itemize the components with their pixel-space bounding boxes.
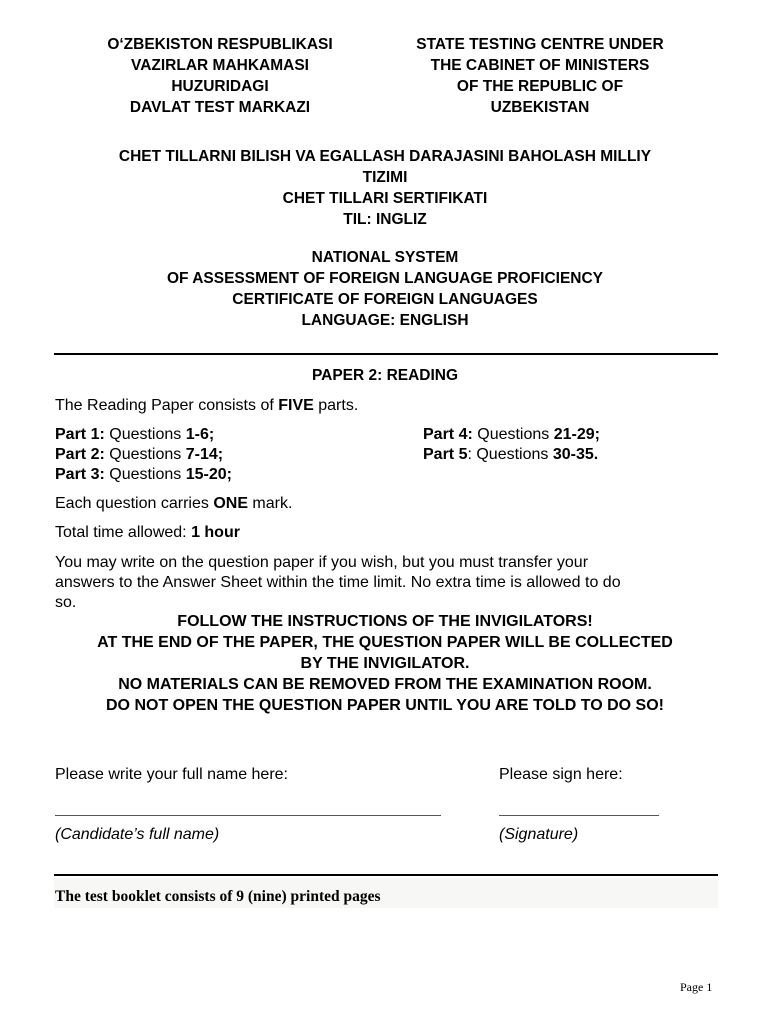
part-item — [423, 445, 723, 465]
part-label: Part 4: — [423, 426, 473, 443]
part-text: Questions — [104, 426, 186, 443]
english-title-line: CERTIFICATE OF FOREIGN LANGUAGES — [232, 291, 538, 308]
uzbek-title-line: CHET TILLARI SERTIFIKATI — [282, 190, 488, 207]
part-label: Part 1: — [55, 426, 105, 443]
part-range: 30-35. — [552, 446, 599, 463]
uzbek-title-line: TIZIMI — [362, 169, 408, 186]
warning-line: NO MATERIALS CAN BE REMOVED FROM THE EXAMINATION ROOM. — [118, 676, 652, 693]
name-caption: (Candidate’s full name) — [55, 826, 220, 843]
header-uzbek-line: HUZURIDAGI — [171, 78, 269, 95]
part-text: Questions — [472, 426, 554, 443]
intro-pre: The Reading Paper consists of — [55, 397, 279, 414]
part-range: 1-6; — [185, 426, 215, 443]
english-title-line: LANGUAGE: ENGLISH — [301, 312, 469, 329]
divider-bottom — [54, 874, 718, 876]
part-label: Part 3: — [55, 466, 105, 483]
intro-text — [55, 396, 715, 416]
header-english-line: OF THE REPUBLIC OF — [456, 78, 624, 95]
english-title — [50, 247, 720, 331]
header-uzbek-line: DAVLAT TEST MARKAZI — [129, 99, 311, 116]
uzbek-title — [50, 146, 720, 230]
time-pre: Total time allowed: — [55, 524, 192, 541]
header-english-line: THE CABINET OF MINISTERS — [430, 57, 650, 74]
header-uzbek-line: VAZIRLAR MAHKAMASI — [131, 57, 309, 74]
header-uzbek — [55, 34, 385, 118]
uzbek-title-line: CHET TILLARNI BILISH VA EGALLASH DARAJASINI BAHOLASH MILLIY — [118, 148, 652, 165]
transfer-line: so. — [55, 594, 77, 611]
english-title-line: OF ASSESSMENT OF FOREIGN LANGUAGE PROFICIENCY — [166, 270, 604, 287]
sign-prompt: Please sign here: — [499, 766, 623, 783]
paper-title: PAPER 2: READING — [311, 367, 459, 384]
booklet-note: The test booklet consists of 9 (nine) printed pages — [55, 888, 381, 905]
name-prompt: Please write your full name here: — [55, 766, 288, 783]
part-item — [55, 465, 385, 485]
warnings — [50, 611, 720, 716]
marks-pre: Each question carries — [55, 495, 214, 512]
part-range: 21-29; — [553, 426, 600, 443]
part-item — [423, 425, 723, 445]
part-label: Part 5 — [423, 446, 468, 463]
booklet-note-box — [54, 878, 718, 908]
signature-field[interactable] — [499, 815, 659, 816]
header-english-line: STATE TESTING CENTRE UNDER — [416, 36, 664, 53]
part-text: : Questions — [467, 446, 553, 463]
header-english — [385, 34, 695, 118]
parts-left — [55, 425, 385, 485]
part-range: 15-20; — [185, 466, 232, 483]
header-uzbek-line: O‘ZBEKISTON RESPUBLIKASI — [107, 36, 333, 53]
header-english-line: UZBEKISTAN — [490, 99, 590, 116]
intro-count: FIVE — [278, 397, 314, 414]
transfer-line: answers to the Answer Sheet within the time limit. No extra time is allowed to do — [55, 574, 621, 591]
transfer-line: You may write on the question paper if you wish, but you must transfer your — [55, 554, 589, 571]
marks-post: mark. — [247, 495, 293, 512]
transfer-instructions — [55, 553, 720, 613]
english-title-line: NATIONAL SYSTEM — [311, 249, 459, 266]
warning-line: BY THE INVIGILATOR. — [300, 655, 470, 672]
page-number: Page 1 — [680, 980, 713, 994]
name-field[interactable] — [55, 815, 441, 816]
part-text: Questions — [104, 466, 186, 483]
parts-right — [423, 425, 723, 465]
part-label: Part 2: — [55, 446, 105, 463]
time-text — [55, 523, 715, 543]
part-item — [55, 445, 385, 465]
warning-line: DO NOT OPEN THE QUESTION PAPER UNTIL YOU ARE TOLD TO DO SO! — [106, 697, 664, 714]
marks-text — [55, 494, 715, 514]
intro-post: parts. — [313, 397, 359, 414]
marks-count: ONE — [213, 495, 248, 512]
warning-line: FOLLOW THE INSTRUCTIONS OF THE INVIGILATORS! — [177, 613, 593, 630]
sign-caption: (Signature) — [499, 826, 579, 843]
part-text: Questions — [104, 446, 186, 463]
part-item — [55, 425, 385, 445]
uzbek-title-line: TIL: INGLIZ — [343, 211, 427, 228]
time-value: 1 hour — [191, 524, 240, 541]
divider-top — [54, 353, 718, 355]
part-range: 7-14; — [185, 446, 224, 463]
warning-line: AT THE END OF THE PAPER, THE QUESTION PAPER WILL BE COLLECTED — [97, 634, 673, 651]
